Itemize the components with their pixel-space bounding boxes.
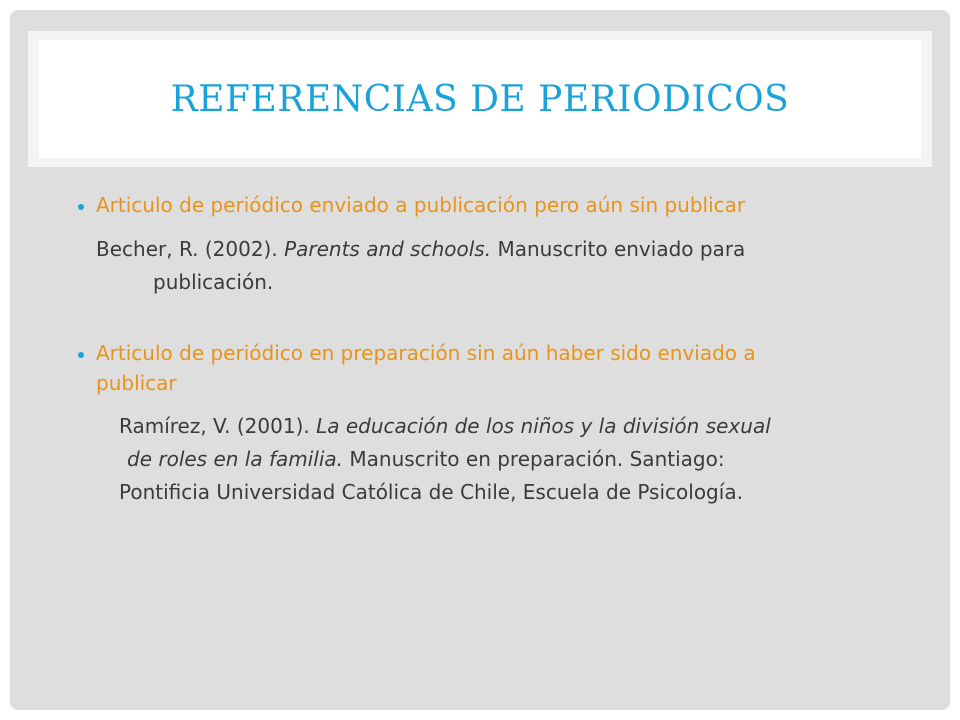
slide: [10, 10, 950, 710]
reference-2-rest-line-2: Manuscrito en preparación. Santiago:: [349, 447, 725, 471]
reference-2-author-date: Ramírez, V. (2001).: [119, 414, 310, 438]
reference-1-line-2: publicación.: [153, 270, 274, 294]
bullet-1-heading: Articulo de periódico enviado a publicación pero aún sin publicar: [96, 193, 746, 217]
slide-title: REFERENCIAS DE PERIODICOS: [170, 78, 790, 120]
reference-2-line-1: [119, 411, 771, 441]
reference-1-author-date: Becher, R. (2002).: [96, 237, 278, 261]
reference-2-title-line-2: de roles en la familia.: [127, 447, 344, 471]
bullet-2-heading-line-2: publicar: [96, 371, 177, 395]
slide-content: [10, 10, 950, 710]
bullet-2-dot: [78, 352, 84, 358]
reference-2-title-line-1: La educación de los niños y la división sexual: [316, 414, 771, 438]
reference-1-rest-line-1: Manuscrito enviado para: [497, 237, 746, 261]
bullet-2-heading-line-1: Articulo de periódico en preparación sin aún haber sido enviado a: [96, 341, 756, 365]
reference-1-line-1: [96, 234, 745, 264]
reference-1-title: Parents and schools.: [284, 237, 492, 261]
reference-2-line-3: Pontificia Universidad Católica de Chile, Escuela de Psicología.: [119, 480, 743, 504]
reference-2-line-2: [127, 444, 725, 474]
bullet-1-dot: [78, 204, 84, 210]
